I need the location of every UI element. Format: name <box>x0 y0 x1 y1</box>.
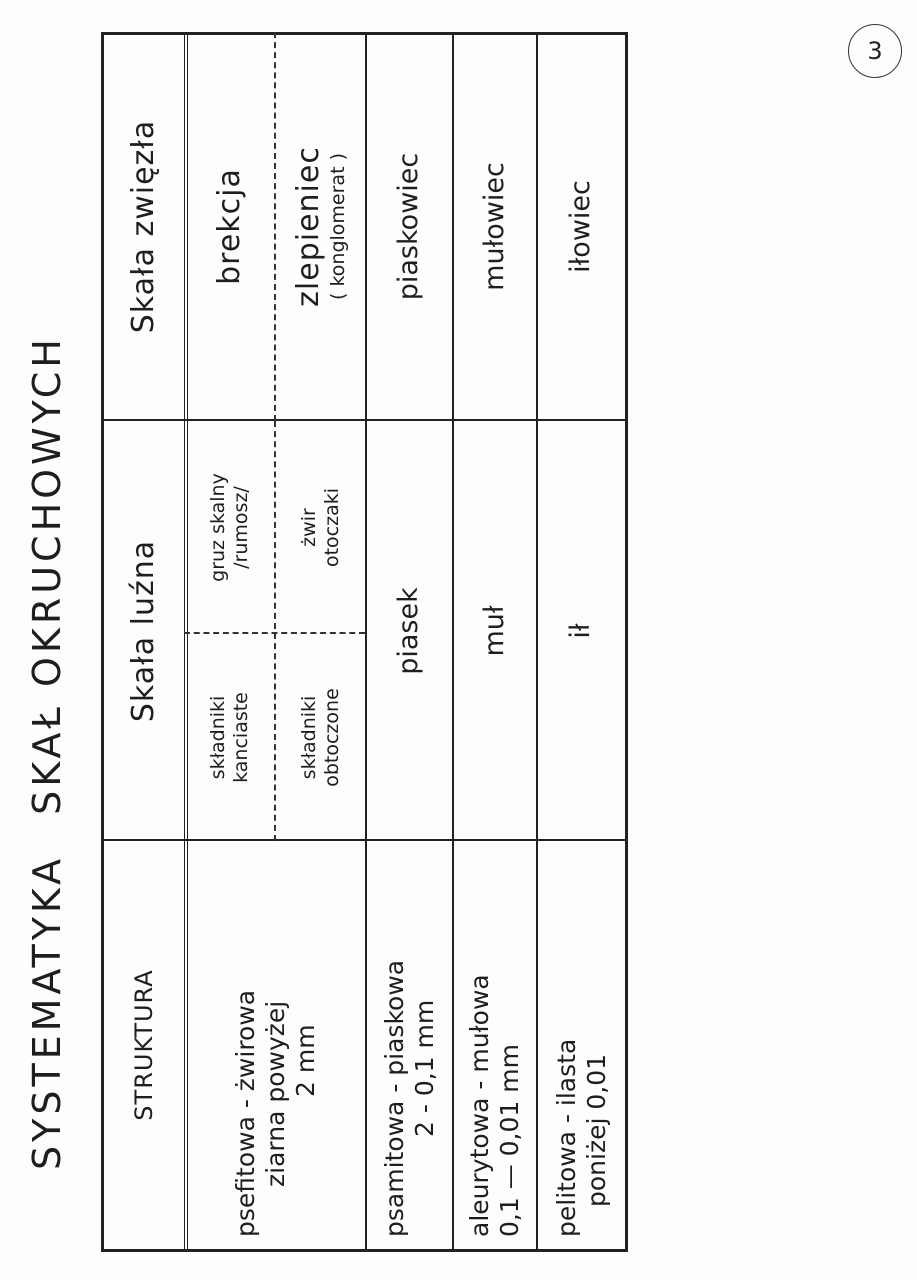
page-title <box>25 335 69 1170</box>
angular-label-line: składniki <box>207 695 230 780</box>
structure-line: poniżej 0,01 <box>581 1053 611 1207</box>
rounded-label <box>276 634 365 841</box>
structure-line: aleurytowa - mułowa <box>465 974 494 1237</box>
rounded-loose-line: otoczaki <box>320 487 343 568</box>
angular-loose-rock <box>186 421 274 634</box>
structure-line: psefitowa - żwirowa <box>230 989 260 1237</box>
angular-label <box>186 634 274 841</box>
structure-line: ziarna powyżej <box>260 1000 290 1187</box>
compact-rock-piaskowiec: piaskowiec <box>393 152 425 301</box>
structure-line: 0,1 — 0,01 mm <box>495 1044 524 1237</box>
rounded-compact-line: zlepieniec <box>291 146 327 307</box>
structure-line: 2 - 0,1 mm <box>409 999 439 1137</box>
rounded-label-line: składniki <box>297 695 320 780</box>
title-word-2: SKAŁ OKRUCHOWYCH <box>25 335 69 815</box>
classification-table <box>101 32 628 1252</box>
structure-line: 2 mm <box>290 1024 320 1097</box>
header-compact-rock: Skała zwięzła <box>126 119 161 334</box>
compact-rock-ilowiec: iłowiec <box>565 180 597 273</box>
structure-cell-aleurytowa <box>454 841 536 1249</box>
page-number: 3 <box>848 24 902 78</box>
rounded-label-line: obtoczone <box>320 688 343 787</box>
rounded-loose-rock <box>276 421 365 634</box>
structure-line: psamitowa - piaskowa <box>379 959 409 1237</box>
structure-cell-psamitowa <box>367 841 452 1249</box>
rounded-compact-line: ( konglomerat ) <box>327 153 350 300</box>
loose-rock-mul: muł <box>478 605 510 657</box>
loose-rock-piasek: piasek <box>393 587 425 675</box>
angular-label-line: kanciaste <box>230 692 252 783</box>
loose-rock-il: ił <box>565 623 597 639</box>
structure-cell-psefitowa <box>186 841 365 1249</box>
rounded-compact-rock <box>276 32 365 421</box>
structure-line: pelitowa - ilasta <box>551 1038 581 1237</box>
compact-rock-mulowiec: mułowiec <box>478 162 510 291</box>
title-word-1: SYSTEMATYKA <box>25 854 69 1170</box>
angular-loose-line: gruz skalny <box>207 473 230 582</box>
header-structure: STRUKTURA <box>129 969 158 1121</box>
rounded-loose-line: żwir <box>297 508 320 547</box>
structure-cell-pelitowa <box>538 841 625 1249</box>
angular-compact-rock: brekcja <box>212 168 247 285</box>
header-loose-rock: Skała luźna <box>126 539 161 723</box>
angular-loose-line: /rumosz/ <box>230 486 252 569</box>
